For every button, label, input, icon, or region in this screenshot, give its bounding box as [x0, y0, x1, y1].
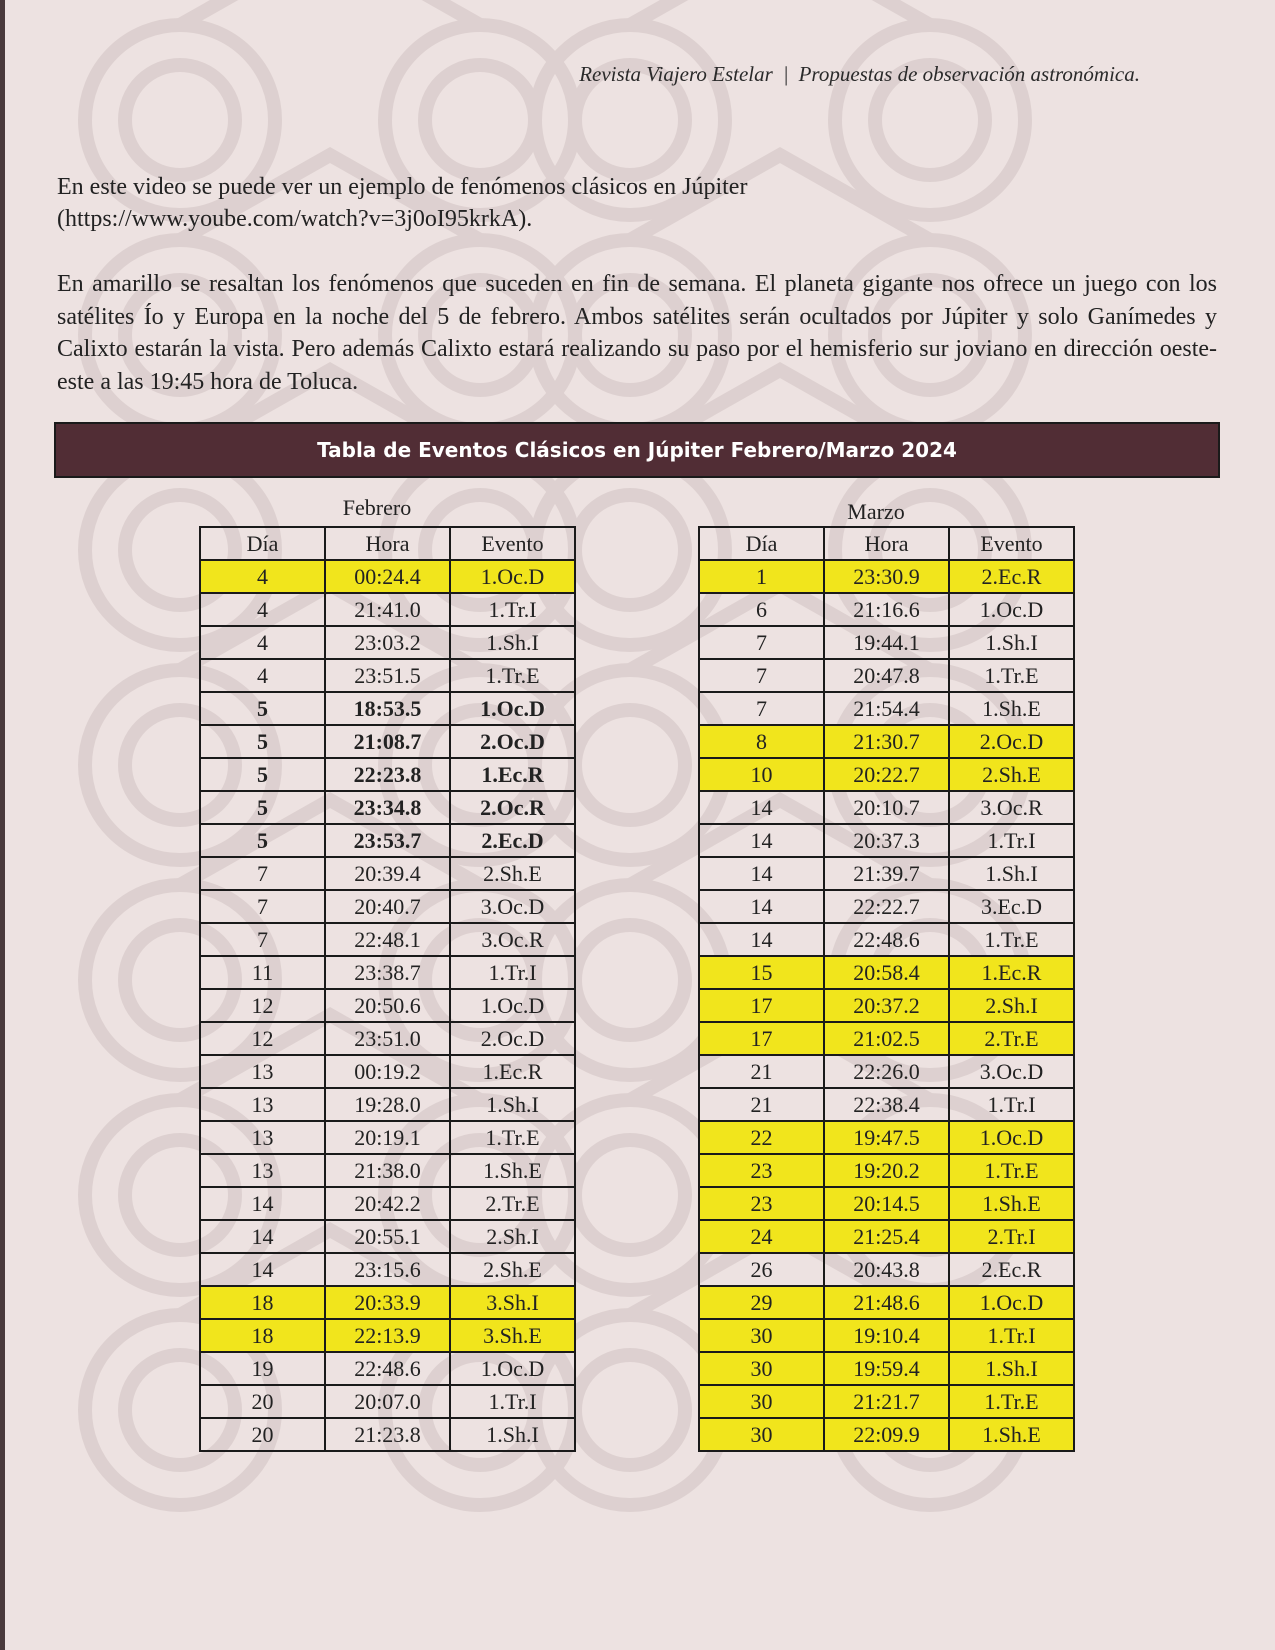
- cell-dia: 7: [699, 692, 824, 725]
- cell-dia: 18: [200, 1286, 325, 1319]
- table-row: [200, 824, 575, 857]
- cell-evento: 3.Oc.D: [450, 890, 575, 923]
- cell-dia: 7: [200, 890, 325, 923]
- table-row: [200, 593, 575, 626]
- table-row: [200, 923, 575, 956]
- cell-evento: 3.Ec.D: [949, 890, 1074, 923]
- cell-dia: 21: [699, 1055, 824, 1088]
- cell-dia: 26: [699, 1253, 824, 1286]
- cell-dia: 22: [699, 1121, 824, 1154]
- cell-dia: 23: [699, 1154, 824, 1187]
- cell-hora: 23:53.7: [325, 824, 450, 857]
- cell-evento: 2.Ec.D: [450, 824, 575, 857]
- section-name: Propuestas de observación astronómica.: [798, 62, 1140, 86]
- table-row: [200, 1352, 575, 1385]
- table-row: [699, 725, 1074, 758]
- cell-dia: 4: [200, 659, 325, 692]
- cell-hora: 18:53.5: [325, 692, 450, 725]
- cell-evento: 2.Tr.E: [949, 1022, 1074, 1055]
- cell-evento: 1.Oc.D: [450, 1352, 575, 1385]
- table-title: Tabla de Eventos Clásicos en Júpiter Febrero/Marzo 2024: [317, 438, 957, 462]
- table-row: [200, 725, 575, 758]
- cell-hora: 20:07.0: [325, 1385, 450, 1418]
- table-row: [699, 1055, 1074, 1088]
- cell-evento: 1.Tr.E: [949, 1385, 1074, 1418]
- cell-dia: 14: [699, 791, 824, 824]
- cell-dia: 13: [200, 1154, 325, 1187]
- video-link[interactable]: (https://www.yoube.com/watch?v=3j0oI95krkA).: [57, 206, 533, 232]
- cell-evento: 2.Oc.D: [450, 725, 575, 758]
- cell-dia: 15: [699, 956, 824, 989]
- cell-dia: 10: [699, 758, 824, 791]
- cell-hora: 21:30.7: [824, 725, 949, 758]
- table-row: [699, 1187, 1074, 1220]
- table-row: [699, 1022, 1074, 1055]
- cell-evento: 2.Ec.R: [949, 560, 1074, 593]
- cell-hora: 22:09.9: [824, 1418, 949, 1451]
- table-row: [200, 692, 575, 725]
- cell-dia: 14: [200, 1253, 325, 1286]
- cell-hora: 23:38.7: [325, 956, 450, 989]
- cell-hora: 00:24.4: [325, 560, 450, 593]
- cell-dia: 14: [200, 1220, 325, 1253]
- cell-dia: 23: [699, 1187, 824, 1220]
- cell-hora: 23:15.6: [325, 1253, 450, 1286]
- cell-hora: 19:44.1: [824, 626, 949, 659]
- cell-hora: 22:22.7: [824, 890, 949, 923]
- cell-dia: 14: [699, 857, 824, 890]
- table-row: [200, 791, 575, 824]
- cell-dia: 4: [200, 626, 325, 659]
- table-row: [699, 824, 1074, 857]
- table-row: [200, 1187, 575, 1220]
- table-row: [200, 989, 575, 1022]
- cell-hora: 20:39.4: [325, 857, 450, 890]
- cell-dia: 8: [699, 725, 824, 758]
- cell-dia: 5: [200, 692, 325, 725]
- cell-dia: 7: [200, 923, 325, 956]
- cell-evento: 2.Sh.E: [450, 857, 575, 890]
- cell-evento: 3.Oc.R: [450, 923, 575, 956]
- cell-evento: 3.Oc.D: [949, 1055, 1074, 1088]
- cell-evento: 1.Ec.R: [450, 1055, 575, 1088]
- cell-dia: 7: [699, 626, 824, 659]
- cell-dia: 14: [699, 923, 824, 956]
- table-row: [699, 758, 1074, 791]
- table-row: [699, 1352, 1074, 1385]
- page-header: [579, 62, 1140, 87]
- cell-dia: 1: [699, 560, 824, 593]
- cell-dia: 21: [699, 1088, 824, 1121]
- cell-hora: 20:37.2: [824, 989, 949, 1022]
- table-row: [200, 1121, 575, 1154]
- cell-evento: 1.Tr.E: [949, 1154, 1074, 1187]
- cell-dia: 20: [200, 1418, 325, 1451]
- cell-dia: 13: [200, 1088, 325, 1121]
- table-row: [699, 890, 1074, 923]
- cell-dia: 30: [699, 1418, 824, 1451]
- cell-hora: 20:50.6: [325, 989, 450, 1022]
- table-header-row: [699, 527, 1074, 560]
- cell-evento: 1.Tr.E: [949, 659, 1074, 692]
- table-row: [699, 692, 1074, 725]
- cell-hora: 20:22.7: [824, 758, 949, 791]
- cell-evento: 2.Sh.E: [949, 758, 1074, 791]
- cell-evento: 1.Sh.E: [450, 1154, 575, 1187]
- cell-hora: 21:38.0: [325, 1154, 450, 1187]
- cell-hora: 22:26.0: [824, 1055, 949, 1088]
- cell-evento: 1.Tr.I: [949, 824, 1074, 857]
- cell-evento: 1.Oc.D: [949, 1121, 1074, 1154]
- table-row: [200, 1220, 575, 1253]
- cell-dia: 13: [200, 1121, 325, 1154]
- cell-evento: 1.Sh.I: [450, 1418, 575, 1451]
- cell-hora: 21:21.7: [824, 1385, 949, 1418]
- cell-hora: 23:51.0: [325, 1022, 450, 1055]
- cell-hora: 20:19.1: [325, 1121, 450, 1154]
- cell-dia: 4: [200, 560, 325, 593]
- cell-hora: 22:48.6: [325, 1352, 450, 1385]
- febrero-table-body: [200, 560, 575, 1451]
- table-row: [699, 857, 1074, 890]
- cell-hora: 21:39.7: [824, 857, 949, 890]
- cell-hora: 19:10.4: [824, 1319, 949, 1352]
- cell-hora: 23:03.2: [325, 626, 450, 659]
- cell-evento: 2.Oc.R: [450, 791, 575, 824]
- cell-dia: 14: [200, 1187, 325, 1220]
- cell-evento: 2.Sh.E: [450, 1253, 575, 1286]
- cell-dia: 12: [200, 989, 325, 1022]
- table-row: [200, 659, 575, 692]
- cell-dia: 17: [699, 989, 824, 1022]
- column-header-evento: Evento: [949, 527, 1074, 560]
- cell-hora: 21:23.8: [325, 1418, 450, 1451]
- column-header-hora: Hora: [824, 527, 949, 560]
- cell-evento: 2.Oc.D: [450, 1022, 575, 1055]
- table-row: [699, 1253, 1074, 1286]
- cell-hora: 19:20.2: [824, 1154, 949, 1187]
- column-header-evento: Evento: [450, 527, 575, 560]
- cell-evento: 1.Tr.I: [450, 1385, 575, 1418]
- cell-evento: 1.Sh.I: [450, 1088, 575, 1121]
- cell-evento: 1.Tr.E: [450, 659, 575, 692]
- cell-evento: 3.Sh.E: [450, 1319, 575, 1352]
- table-row: [699, 1088, 1074, 1121]
- cell-evento: 2.Ec.R: [949, 1253, 1074, 1286]
- cell-hora: 23:34.8: [325, 791, 450, 824]
- cell-hora: 21:08.7: [325, 725, 450, 758]
- cell-evento: 2.Oc.D: [949, 725, 1074, 758]
- column-header-dia: Día: [699, 527, 824, 560]
- cell-evento: 1.Sh.E: [949, 1187, 1074, 1220]
- cell-hora: 23:51.5: [325, 659, 450, 692]
- cell-dia: 30: [699, 1385, 824, 1418]
- table-row: [200, 890, 575, 923]
- cell-hora: 20:33.9: [325, 1286, 450, 1319]
- table-row: [699, 1418, 1074, 1451]
- description-paragraph: En amarillo se resaltan los fenómenos que suceden en fin de semana. El planeta gigante nos ofrece un juego con los satélites Ío y Europa en la noche del 5 de febrero. Ambos satélites serán ocultados por Júpiter y solo Ganímedes y Calixto estarán la vista. Pero además Calixto estará realizando su paso por el hemisferio sur joviano en dirección oeste-este a las 19:45 hora de Toluca.: [57, 271, 1217, 395]
- cell-dia: 17: [699, 1022, 824, 1055]
- cell-evento: 1.Oc.D: [450, 989, 575, 1022]
- cell-evento: 1.Ec.R: [450, 758, 575, 791]
- cell-hora: 22:48.1: [325, 923, 450, 956]
- cell-hora: 20:37.3: [824, 824, 949, 857]
- marzo-label: Marzo: [847, 499, 905, 524]
- cell-evento: 2.Tr.I: [949, 1220, 1074, 1253]
- cell-dia: 30: [699, 1319, 824, 1352]
- cell-hora: 21:02.5: [824, 1022, 949, 1055]
- cell-hora: 20:43.8: [824, 1253, 949, 1286]
- cell-evento: 3.Oc.R: [949, 791, 1074, 824]
- table-row: [200, 1418, 575, 1451]
- table-title-banner: [54, 422, 1220, 478]
- cell-dia: 13: [200, 1055, 325, 1088]
- cell-dia: 19: [200, 1352, 325, 1385]
- table-row: [200, 560, 575, 593]
- marzo-table: [698, 526, 1075, 1452]
- publication-name: Revista Viajero Estelar: [579, 62, 773, 86]
- column-header-dia: Día: [200, 527, 325, 560]
- table-row: [200, 1319, 575, 1352]
- cell-hora: 23:30.9: [824, 560, 949, 593]
- intro-text: [57, 171, 1217, 235]
- cell-hora: 20:40.7: [325, 890, 450, 923]
- table-row: [699, 1385, 1074, 1418]
- cell-evento: 1.Tr.I: [450, 593, 575, 626]
- table-row: [699, 659, 1074, 692]
- table-row: [699, 956, 1074, 989]
- cell-dia: 6: [699, 593, 824, 626]
- cell-hora: 20:58.4: [824, 956, 949, 989]
- cell-evento: 1.Ec.R: [949, 956, 1074, 989]
- table-row: [699, 593, 1074, 626]
- column-header-hora: Hora: [325, 527, 450, 560]
- cell-dia: 5: [200, 824, 325, 857]
- cell-dia: 29: [699, 1286, 824, 1319]
- cell-hora: 21:48.6: [824, 1286, 949, 1319]
- table-row: [699, 626, 1074, 659]
- cell-dia: 5: [200, 725, 325, 758]
- table-row: [699, 791, 1074, 824]
- table-row: [200, 857, 575, 890]
- table-row: [200, 758, 575, 791]
- table-row: [699, 923, 1074, 956]
- table-row: [699, 989, 1074, 1022]
- table-row: [699, 1121, 1074, 1154]
- cell-evento: 1.Tr.E: [949, 923, 1074, 956]
- cell-dia: 5: [200, 791, 325, 824]
- cell-dia: 14: [699, 824, 824, 857]
- cell-hora: 19:59.4: [824, 1352, 949, 1385]
- cell-dia: 30: [699, 1352, 824, 1385]
- cell-dia: 18: [200, 1319, 325, 1352]
- cell-hora: 21:41.0: [325, 593, 450, 626]
- table-row: [200, 1022, 575, 1055]
- table-row: [699, 560, 1074, 593]
- cell-evento: 1.Oc.D: [450, 692, 575, 725]
- table-row: [200, 1154, 575, 1187]
- febrero-label: Febrero: [342, 495, 412, 520]
- cell-dia: 7: [699, 659, 824, 692]
- cell-hora: 22:13.9: [325, 1319, 450, 1352]
- cell-evento: 1.Oc.D: [949, 593, 1074, 626]
- cell-evento: 1.Sh.E: [949, 692, 1074, 725]
- cell-hora: 20:42.2: [325, 1187, 450, 1220]
- cell-dia: 4: [200, 593, 325, 626]
- table-row: [200, 1055, 575, 1088]
- table-row: [200, 956, 575, 989]
- cell-evento: 1.Oc.D: [949, 1286, 1074, 1319]
- cell-dia: 7: [200, 857, 325, 890]
- cell-hora: 00:19.2: [325, 1055, 450, 1088]
- marzo-table-body: [699, 560, 1074, 1451]
- header-separator: |: [782, 62, 789, 86]
- cell-evento: 1.Tr.I: [949, 1088, 1074, 1121]
- cell-dia: 12: [200, 1022, 325, 1055]
- cell-evento: 1.Sh.I: [949, 857, 1074, 890]
- table-row: [699, 1154, 1074, 1187]
- cell-hora: 21:25.4: [824, 1220, 949, 1253]
- page-border: [0, 0, 5, 1650]
- table-row: [200, 626, 575, 659]
- cell-dia: 5: [200, 758, 325, 791]
- cell-evento: 1.Sh.I: [949, 626, 1074, 659]
- cell-hora: 19:28.0: [325, 1088, 450, 1121]
- cell-evento: 1.Tr.I: [450, 956, 575, 989]
- cell-hora: 19:47.5: [824, 1121, 949, 1154]
- cell-evento: 2.Sh.I: [949, 989, 1074, 1022]
- cell-hora: 20:47.8: [824, 659, 949, 692]
- cell-hora: 22:23.8: [325, 758, 450, 791]
- cell-dia: 24: [699, 1220, 824, 1253]
- table-row: [200, 1253, 575, 1286]
- table-row: [699, 1319, 1074, 1352]
- cell-hora: 20:55.1: [325, 1220, 450, 1253]
- cell-dia: 14: [699, 890, 824, 923]
- cell-evento: 1.Sh.E: [949, 1418, 1074, 1451]
- cell-evento: 2.Sh.I: [450, 1220, 575, 1253]
- table-row: [699, 1220, 1074, 1253]
- cell-evento: 1.Tr.E: [450, 1121, 575, 1154]
- cell-dia: 20: [200, 1385, 325, 1418]
- cell-hora: 20:14.5: [824, 1187, 949, 1220]
- cell-hora: 22:38.4: [824, 1088, 949, 1121]
- table-row: [200, 1088, 575, 1121]
- table-header-row: [200, 527, 575, 560]
- cell-evento: 1.Oc.D: [450, 560, 575, 593]
- cell-hora: 22:48.6: [824, 923, 949, 956]
- table-row: [699, 1286, 1074, 1319]
- table-row: [200, 1385, 575, 1418]
- cell-hora: 21:54.4: [824, 692, 949, 725]
- cell-evento: 1.Sh.I: [450, 626, 575, 659]
- cell-evento: 1.Tr.I: [949, 1319, 1074, 1352]
- table-row: [200, 1286, 575, 1319]
- intro-line-1: En este video se puede ver un ejemplo de fenómenos clásicos en Júpiter: [57, 174, 748, 200]
- cell-evento: 2.Tr.E: [450, 1187, 575, 1220]
- cell-hora: 21:16.6: [824, 593, 949, 626]
- cell-hora: 20:10.7: [824, 791, 949, 824]
- cell-evento: 3.Sh.I: [450, 1286, 575, 1319]
- cell-evento: 1.Sh.I: [949, 1352, 1074, 1385]
- febrero-table: [199, 526, 576, 1452]
- cell-dia: 11: [200, 956, 325, 989]
